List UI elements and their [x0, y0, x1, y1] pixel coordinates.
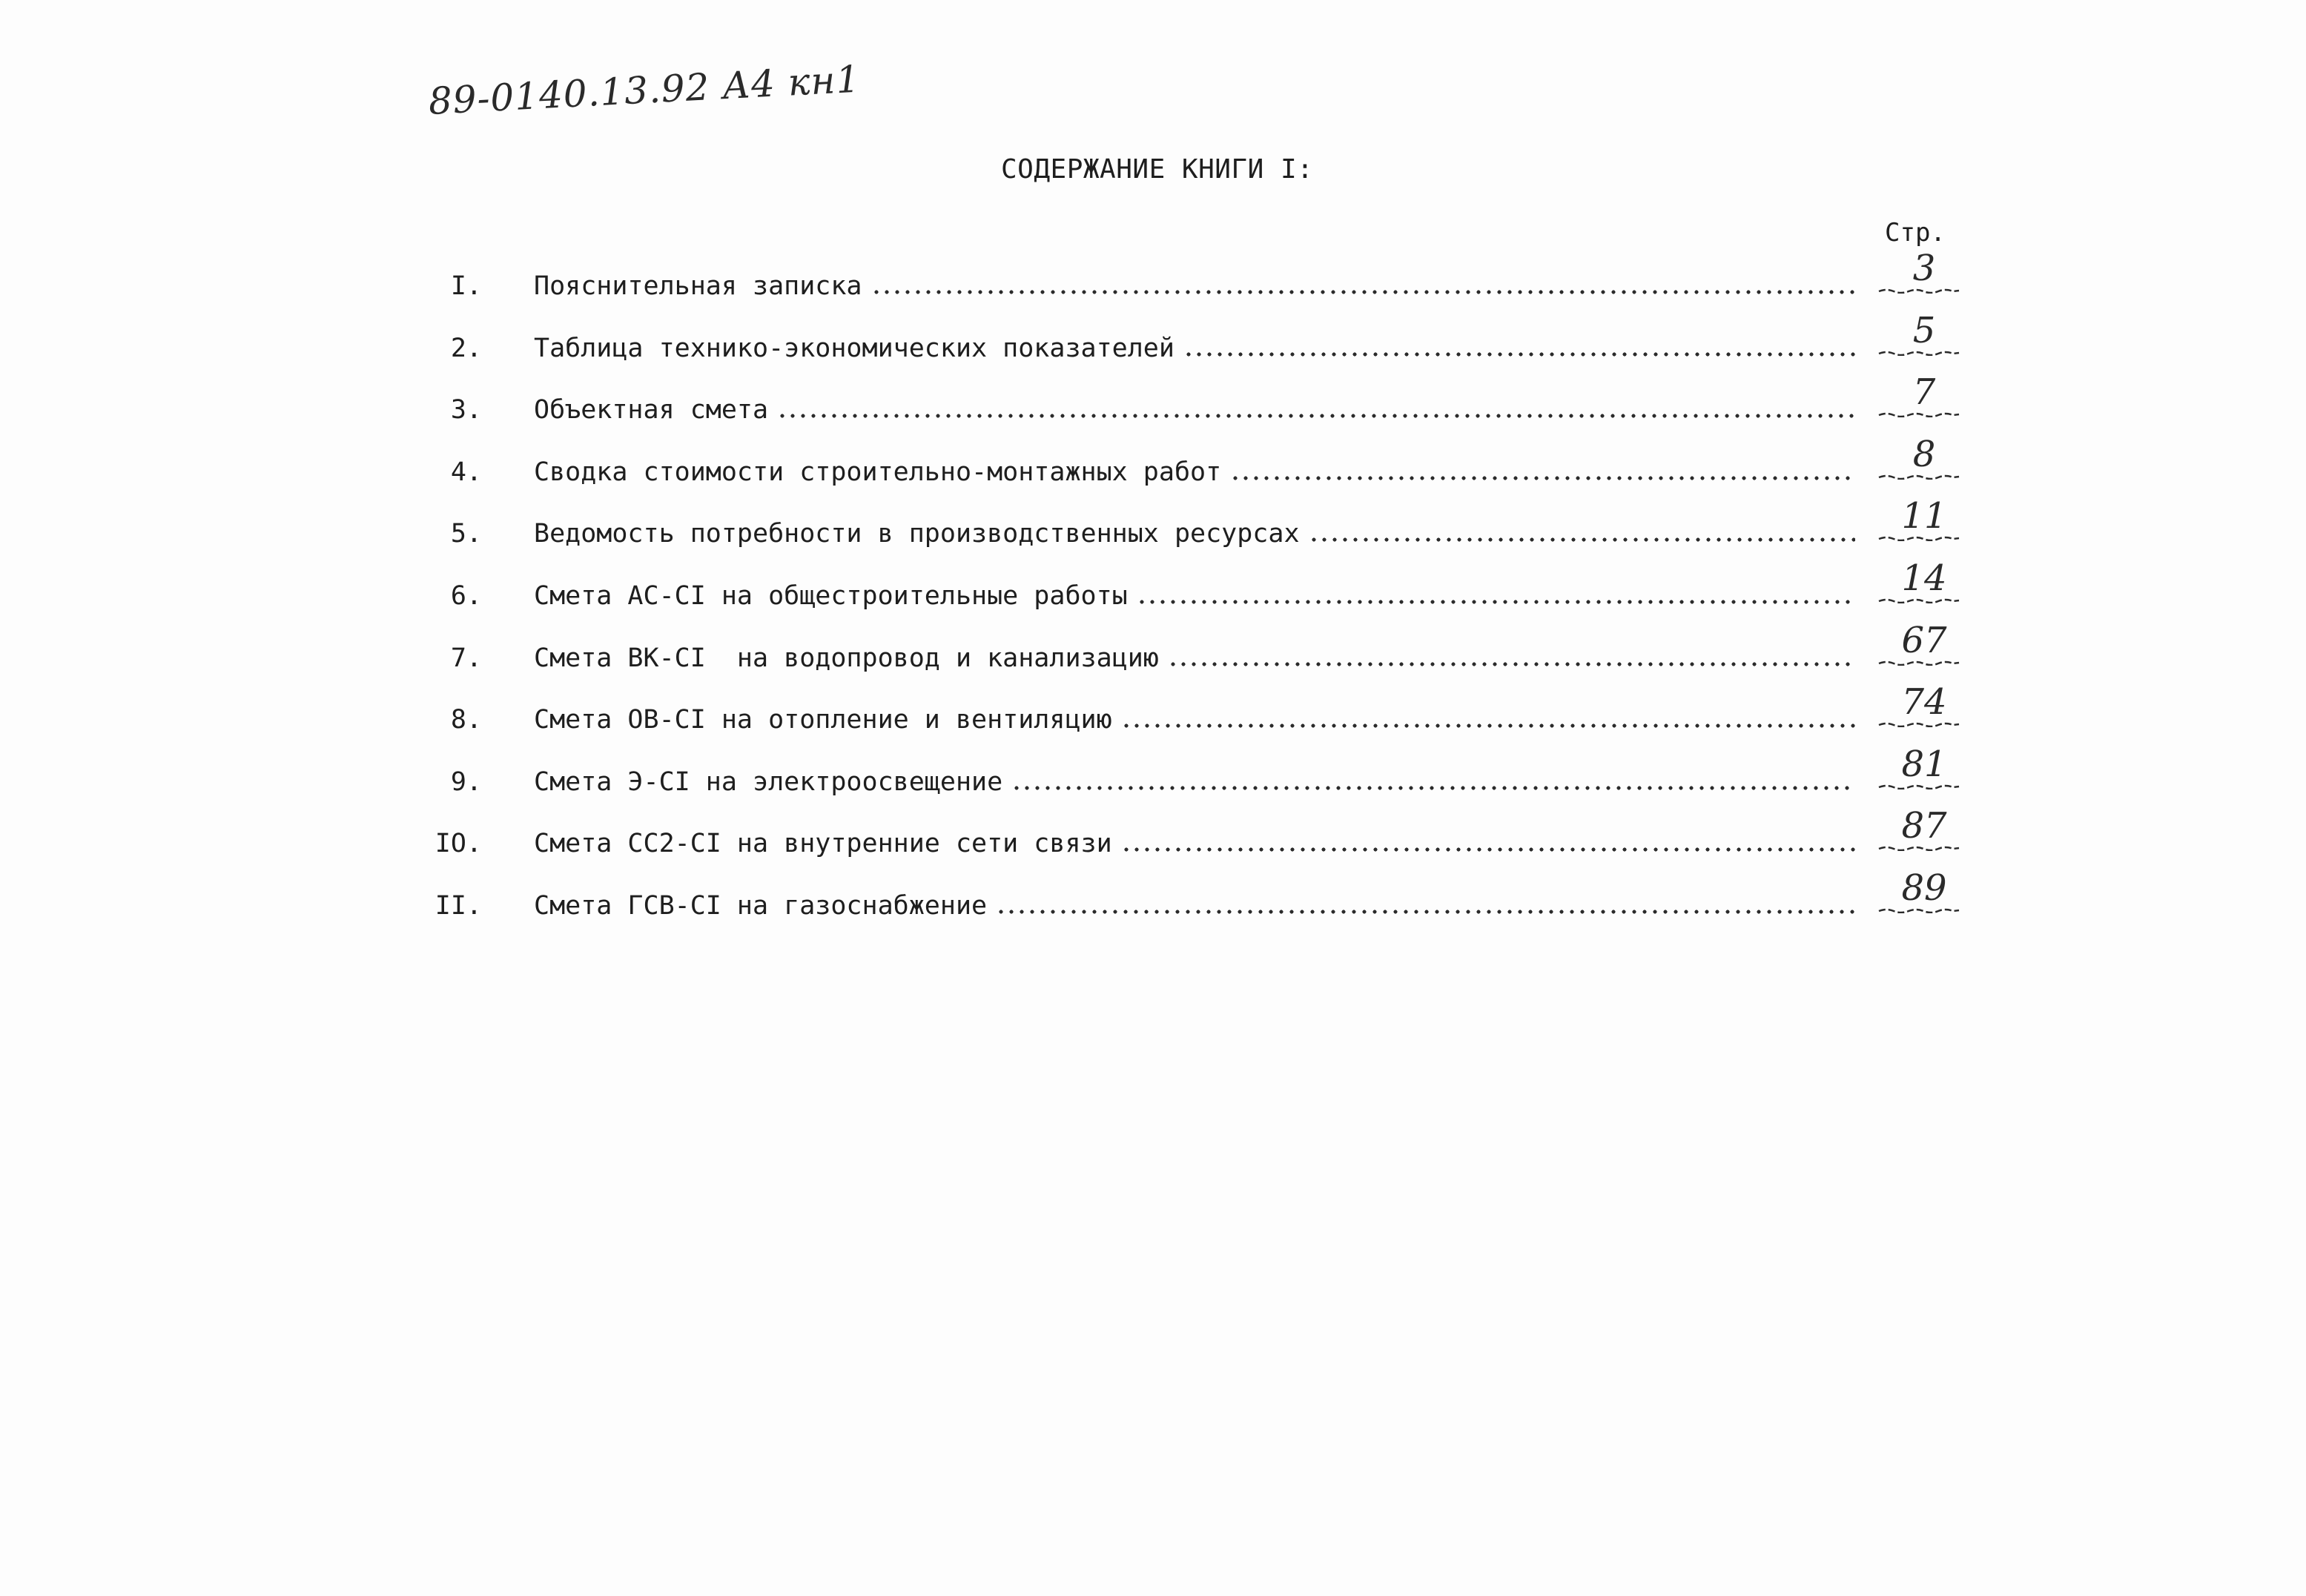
toc-entry — [534, 821, 1855, 866]
dot-leader — [1168, 658, 1855, 670]
toc-item-title: Сводка стоимости строительно-монтажных работ — [534, 450, 1230, 494]
toc-item-title: Смета АС-CI на общестроительные работы — [534, 574, 1137, 618]
handwritten-document-code: 89-0140.13.92 А4 кн1 — [427, 57, 862, 123]
dot-leader — [1121, 720, 1855, 732]
toc-item-title: Таблица технико-экономических показателей — [534, 326, 1183, 371]
handwritten-underline — [1877, 411, 1960, 417]
toc-item-number: 9. — [450, 767, 482, 797]
toc-entry — [534, 388, 1855, 432]
toc-entry — [534, 636, 1855, 681]
toc-item-page-number: 87 — [1901, 805, 1947, 847]
toc-item-title: Ведомость потребности в производственных ресурсах — [534, 511, 1309, 556]
toc-item-page-number: 7 — [1912, 371, 1936, 413]
handwritten-underline — [1877, 845, 1960, 851]
toc-entry — [534, 574, 1855, 618]
handwritten-underline — [1877, 535, 1960, 541]
toc-entry — [534, 326, 1855, 371]
toc-item-title: Смета ГСВ-CI на газоснабжение — [534, 884, 996, 928]
toc-entry — [534, 760, 1855, 804]
toc-item-page-number: 5 — [1912, 310, 1936, 351]
toc-item-title: Смета СС2-CI на внутренние сети связи — [534, 821, 1121, 866]
toc-entry — [534, 450, 1855, 494]
toc-item-number: 5. — [450, 519, 482, 549]
toc-item-title: Смета ОВ-CI на отопление и вентиляцию — [534, 698, 1121, 742]
dot-leader — [777, 410, 1855, 422]
toc-item-page-number: 11 — [1901, 495, 1947, 537]
handwritten-underline — [1877, 784, 1960, 789]
toc-entry — [534, 511, 1855, 556]
handwritten-underline — [1877, 597, 1960, 603]
toc-item-title: Смета ВК-CI на водопровод и канализацию — [534, 636, 1168, 681]
toc-item-page-number: 8 — [1912, 434, 1936, 475]
toc-item-number: 7. — [450, 643, 482, 673]
toc-entry — [534, 264, 1855, 308]
page-column-label: Стр. — [1885, 218, 1946, 248]
dot-leader — [1230, 472, 1855, 484]
toc-item-page-number: 14 — [1901, 557, 1947, 599]
toc-entry — [534, 698, 1855, 742]
toc-item-title: Смета Э-CI на электроосвещение — [534, 760, 1011, 804]
toc-item-number: 6. — [450, 581, 482, 611]
toc-item-number: I. — [450, 271, 482, 301]
toc-item-number: 8. — [450, 705, 482, 735]
dot-leader — [996, 906, 1855, 918]
dot-leader — [871, 286, 1855, 298]
dot-leader — [1137, 596, 1855, 608]
handwritten-underline — [1877, 907, 1960, 913]
toc-item-page-number: 67 — [1901, 620, 1947, 661]
page-title: СОДЕРЖАНИЕ КНИГИ I: — [1001, 154, 1314, 185]
toc-item-number: 4. — [450, 457, 482, 487]
dot-leader — [1011, 782, 1855, 794]
toc-item-number: II. — [435, 891, 482, 921]
toc-item-title: Пояснительная записка — [534, 264, 871, 308]
dot-leader — [1121, 844, 1855, 855]
toc-item-page-number: 89 — [1901, 867, 1947, 909]
toc-item-number: 2. — [450, 334, 482, 363]
toc-item-page-number: 3 — [1912, 248, 1936, 289]
handwritten-underline — [1877, 288, 1960, 294]
toc-item-page-number: 81 — [1901, 744, 1947, 785]
handwritten-underline — [1877, 474, 1960, 480]
toc-item-title: Объектная смета — [534, 388, 777, 432]
dot-leader — [1183, 348, 1855, 360]
toc-entry — [534, 884, 1855, 928]
toc-item-number: 3. — [450, 395, 482, 425]
dot-leader — [1309, 534, 1855, 546]
handwritten-underline — [1877, 721, 1960, 727]
handwritten-underline — [1877, 660, 1960, 666]
toc-item-number: IO. — [435, 829, 482, 858]
handwritten-underline — [1877, 350, 1960, 356]
toc-item-page-number: 74 — [1901, 681, 1947, 723]
